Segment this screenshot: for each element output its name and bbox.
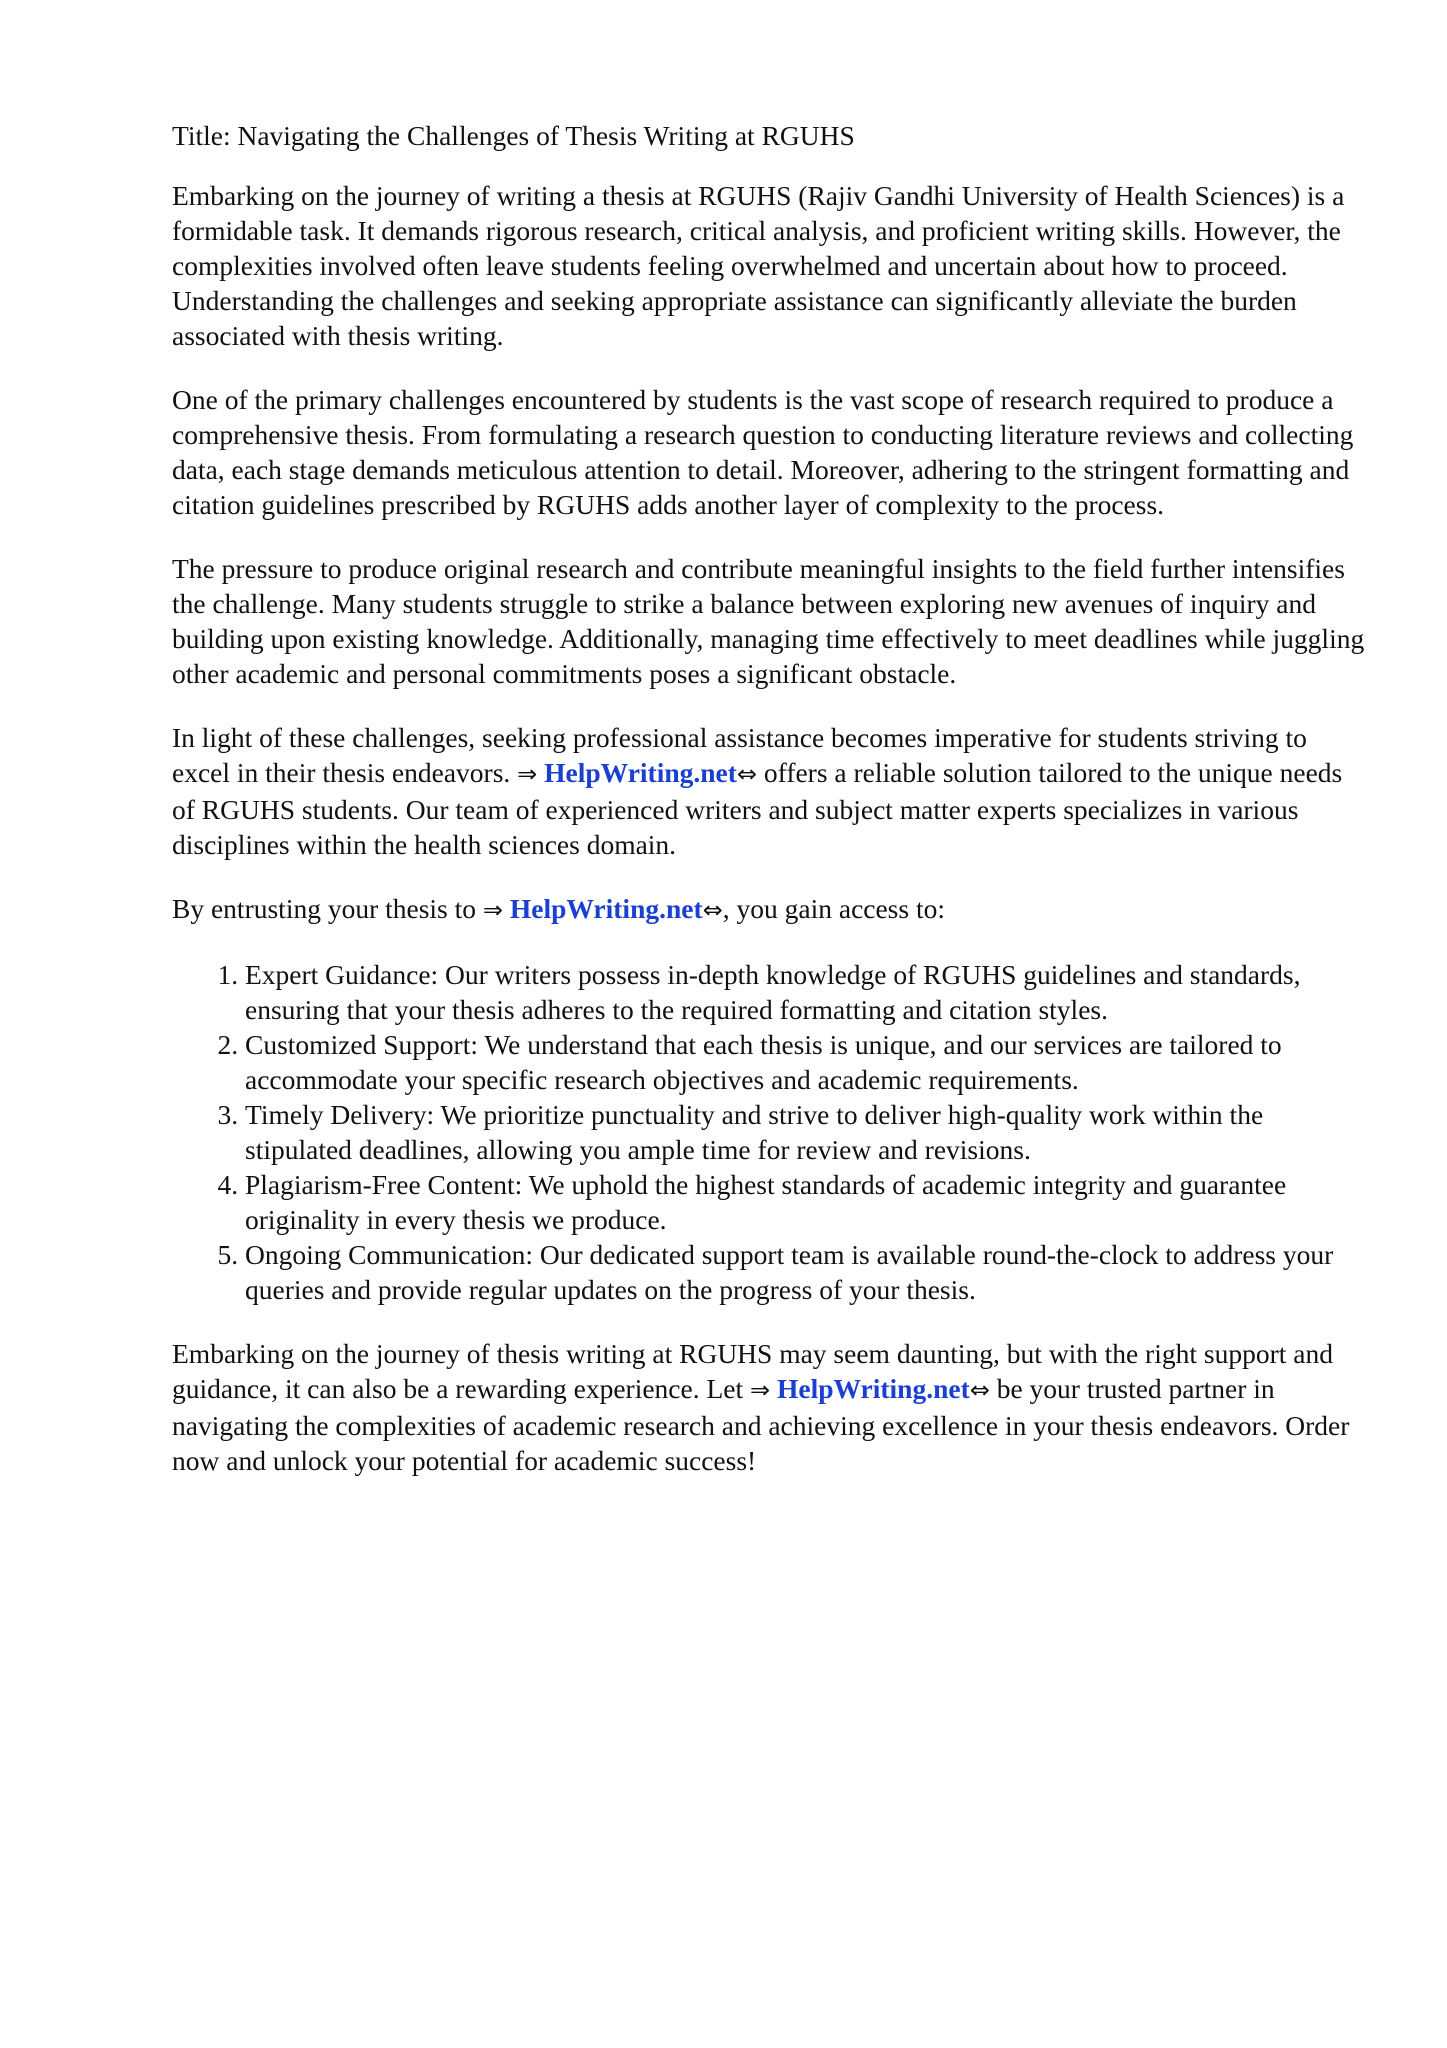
paragraph-text: By entrusting your thesis to bbox=[172, 893, 483, 924]
left-right-arrow-icon: ⇔ bbox=[969, 1376, 990, 1404]
paragraph-text: be your trusted partner in navigating the complexities of academic research and achieving excellence in your thesis endeavors. Order now and unlock your potential for academic success! bbox=[172, 1373, 1350, 1476]
paragraph-entrusting bbox=[172, 891, 1367, 928]
list-item: 1. Expert Guidance: Our writers possess in-depth knowledge of RGUHS guidelines and standards, ensuring that your thesis adheres to the required formatting and citation styles. bbox=[245, 957, 1367, 1027]
paragraph-text: In light of these challenges, seeking professional assistance becomes imperative for students striving to excel in their thesis endeavors. bbox=[172, 722, 1307, 788]
right-arrow-icon: ⇒ bbox=[482, 896, 504, 924]
list-item: 5. Ongoing Communication: Our dedicated support team is available round-the-clock to address your queries and provide regular updates on the progress of your thesis. bbox=[245, 1237, 1367, 1307]
paragraph-assistance bbox=[172, 720, 1367, 862]
list-item: 2. Customized Support: We understand that each thesis is unique, and our services are tailored to accommodate your specific research objectives and academic requirements. bbox=[245, 1027, 1367, 1097]
list-item: 3. Timely Delivery: We prioritize punctuality and strive to deliver high-quality work within the stipulated deadlines, allowing you ample time for review and revisions. bbox=[245, 1097, 1367, 1167]
benefits-list bbox=[172, 957, 1367, 1307]
left-right-arrow-icon: ⇔ bbox=[702, 896, 723, 924]
right-arrow-icon: ⇒ bbox=[517, 760, 538, 788]
right-arrow-icon: ⇒ bbox=[749, 1376, 771, 1404]
paragraph-text: offers a reliable solution tailored to the unique needs of RGUHS students. Our team of experienced writers and subject matter experts specializes in various disciplines within the health sciences domain. bbox=[172, 757, 1343, 860]
left-right-arrow-icon: ⇔ bbox=[736, 760, 758, 788]
paragraph-challenges: One of the primary challenges encountered by students is the vast scope of research required to produce a comprehensive thesis. From formulating a research question to conducting literature reviews and collecting data, each stage demands meticulous attention to detail. Moreover, adhering to the stringent formatting and citation guidelines prescribed by RGUHS adds another layer of complexity to the process. bbox=[172, 384, 1354, 520]
list-item: 4. Plagiarism-Free Content: We uphold the highest standards of academic integrity and guarantee originality in every thesis we produce. bbox=[245, 1167, 1367, 1237]
paragraph-conclusion bbox=[172, 1336, 1367, 1478]
paragraph-pressure: The pressure to produce original research and contribute meaningful insights to the field further intensifies the challenge. Many students struggle to strike a balance between exploring new avenues of inquiry and building upon existing knowledge. Additionally, managing time effectively to meet deadlines while juggling other academic and personal commitments poses a significant obstacle. bbox=[172, 553, 1365, 689]
paragraph-text: Embarking on the journey of thesis writing at RGUHS may seem daunting, but with the right support and guidance, it can also be a rewarding experience. Let bbox=[172, 1338, 1333, 1404]
document-page bbox=[172, 118, 1367, 1507]
helpwriting-link[interactable]: HelpWriting.net bbox=[544, 757, 737, 788]
paragraph-text: , you gain access to: bbox=[722, 893, 945, 924]
helpwriting-link[interactable]: HelpWriting.net bbox=[776, 1373, 970, 1404]
helpwriting-link[interactable]: HelpWriting.net bbox=[509, 893, 703, 924]
paragraph-intro: Embarking on the journey of writing a thesis at RGUHS (Rajiv Gandhi University of Health Sciences) is a formidable task. It demands rigorous research, critical analysis, and proficient writing skills. However, the complexities involved often leave students feeling overwhelmed and uncertain about how to proceed. Understanding the challenges and seeking appropriate assistance can significantly alleviate the burden associated with thesis writing. bbox=[172, 180, 1345, 351]
document-title: Title: Navigating the Challenges of Thesis Writing at RGUHS bbox=[172, 120, 855, 151]
